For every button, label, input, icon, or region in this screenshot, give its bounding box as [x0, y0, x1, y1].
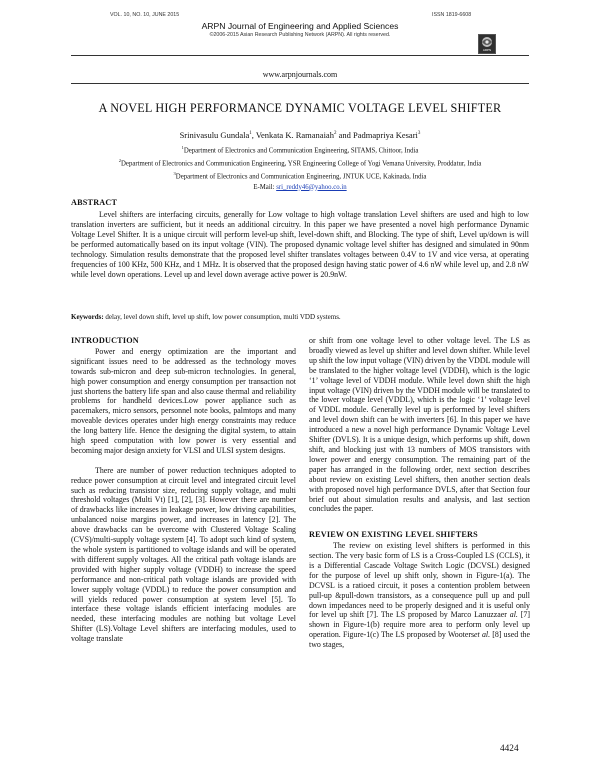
affiliation-3: $^3$Department of Electronics and Communication Engineering, JNTUK UCE, Kakinada, India	[173, 171, 427, 181]
copyright: ©2006-2015 Asian Research Publishing Network (ARPN). All rights reserved.	[209, 32, 391, 38]
website: www.arpnjournals.com	[262, 70, 338, 79]
review-em-1: al.	[509, 610, 518, 620]
affiliation-1: $^1$Department of Electronics and Communication Engineering, SITAMS, Chittoor, India	[181, 145, 419, 155]
affiliation-2: $^2$Department of Electronics and Communication Engineering, YSR Engineering College of Yogi Vemana University, Proddatur, India	[118, 158, 482, 168]
abstract-text: Level shifters are interfacing circuits, generally for Low voltage to high voltage translation Level shifters are used and high to low translation inverters are sufficient, but it needs an additional circuitry. In this paper we have presented a novel high performance Dynamic Voltage Level Shifter. It is a unique circuit will perform level-up shift, level-down shift, and Blocking. The type of shift, Level up/down is will be performed automatically based on its input voltage (VIN). The proposed dynamic voltage level shifter has designed and simulated in 90nm technology. Simulation results demonstrate that the proposed level shifter translates voltages between 0.4V to 1V and vice versa, at operating frequencies of 100 KHz, 500 KHz, and 1 MHz. It is observed that the proposed design having static power of 4.6 nW while level up, and 2.8 nW while level down operations. Level up and level down average active power is 20.9nW.	[71, 210, 529, 279]
paper-title: A NOVEL HIGH PERFORMANCE DYNAMIC VOLTAGE LEVEL SHIFTER	[98, 101, 502, 115]
author-3-sup: 3	[417, 131, 421, 137]
authors	[60, 130, 540, 140]
logo-letters: ARPN	[482, 48, 492, 52]
email-line: E-Mail: sri_reddy46@yahoo.co.in	[253, 183, 347, 191]
author-1-sup: 1	[249, 131, 252, 137]
intro-paragraph-3: or shift from one voltage level to other voltage level. The LS as broadly viewed as level up shifter and level down shifter. While level up shift the low input voltage (VIN) driven by the VDDL module will be translated to the higher voltage level (VDDH), which is the logic ‘1’ voltage level of VDDH module. While level down shift the high input voltage (VIN) driven by the VDDH module will be translated to the lower voltage level (VDDL), which is the logic ‘1’ voltage level of VDDL module. Generally level up is performed by level shifters and level down shift can be with inverters [6]. In this paper we have introduced a new a novel high performance Dynamic Voltage Level Shifter (DVLS). It is a unique design, which performs up shift, down shift, and blocking just with 13 numbers of MOS transistors with lower power and energy consumption. The remaining part of the paper has arranged in the following order, next section describes about review on existing Level shifters, then another section deals with proposed novel high performance DVLS, after that Section four brief out about simulation results and analysis, and last section concludes the paper.	[309, 336, 530, 514]
author-3: and Padmapriya Kesari	[336, 130, 418, 140]
review-em-2: et al.	[474, 630, 491, 640]
affiliations	[40, 143, 560, 192]
left-column	[71, 336, 296, 644]
page-number: 4424	[500, 744, 519, 754]
author-2: , Venkata K. Ramanaiah	[251, 130, 334, 140]
volume-line: VOL. 10, NO. 10, JUNE 2015	[110, 12, 180, 18]
intro-heading: INTRODUCTION	[71, 336, 139, 345]
author-1: Srinivasulu Gundala	[179, 130, 250, 140]
journal-name: ARPN Journal of Engineering and Applied Sciences	[201, 21, 399, 31]
header-rule-2	[71, 83, 529, 84]
issn: ISSN 1819-6608	[432, 12, 472, 18]
arpn-logo	[478, 34, 496, 54]
keywords-label: Keywords:	[71, 313, 104, 321]
header-rule	[71, 55, 529, 56]
review-paragraph-1: The review on existing level shifters is performed in this section. The very basic form of LS is a Cross-Coupled LS (CCLS), it is a Differential Cascade Voltage Switch Logic (DCVSL) designed for the purpose of level up shift only, shown in Figure-1(a). The DCVSL is a ratioed circuit, it poses a contention problem between pull-up &pull-down transistors, as a consequence pull up and pull down impedances need to be properly designed and it is useful only for level up shift [7]. The LS proposed by Marco Lanuzzaer al. [7] shown in Figure-1(b) require more area to perform only level up operation. Figure-1(c) The LS proposed by Wooterset al. [8] used the two stages,	[309, 541, 530, 650]
keywords-text: delay, level down shift, level up shift, low power consumption, multi VDD systems.	[103, 313, 341, 321]
author-2-sup: 2	[333, 131, 337, 137]
keywords	[71, 313, 529, 321]
right-column	[309, 336, 530, 650]
intro-paragraph-1: Power and energy optimization are the important and significant issues need to be addressed as the technology moves towards sub-micron and deep sub-micron technologies. In general, high power consumption and energy consumption per transaction not just shortens the battery life span and also cause thermal and reliability problems for handheld devices.Low power appliance such as pacemakers, micro sensors, personnel note books, palmtops and many moveable devices operates under high energy constraints may reduce the long battery life. Hence the designing the digital system, to attain high speed computation with low power is very essential and becoming major design anxiety for VLSI and ULSI system designs.	[71, 346, 296, 455]
intro-paragraph-2: There are number of power reduction techniques adopted to reduce power consumption at circuit level and integrated circuit level such as reducing transistor size, reducing supply voltage, and multi threshold voltages (Multi Vt) [1], [2], [3]. However there are number of drawbacks like increases in leakage power, low driving capabilities, unbalanced noise margins power, and increases in latency [2]. The above drawbacks can be overcome with Clustered Voltage Scaling (CVS)/multi-supply voltage system [4]. To adopt such kind of system, the whole system is partitioned to voltage islands and will be operated with different supply voltages. All the critical path voltage islands are provided with higher supply voltage (VDDH) to increase the speed performance and non-critical path voltage islands are provided with lower supply voltage (VDDL) to reduce the power consumption and will yields reduced power consumption at system level [5]. To interface these voltage islands efficient interfacing modules are needed, these interfacing modules are nothing but voltage Level Shifter (LS).Voltage Level shifters are interfacing modules, used to voltage translate	[71, 465, 296, 644]
email-link[interactable]: sri_reddy46@yahoo.co.in	[276, 183, 347, 191]
abstract-heading: ABSTRACT	[71, 198, 118, 207]
review-heading: REVIEW ON EXISTING LEVEL SHIFTERS	[309, 530, 478, 540]
